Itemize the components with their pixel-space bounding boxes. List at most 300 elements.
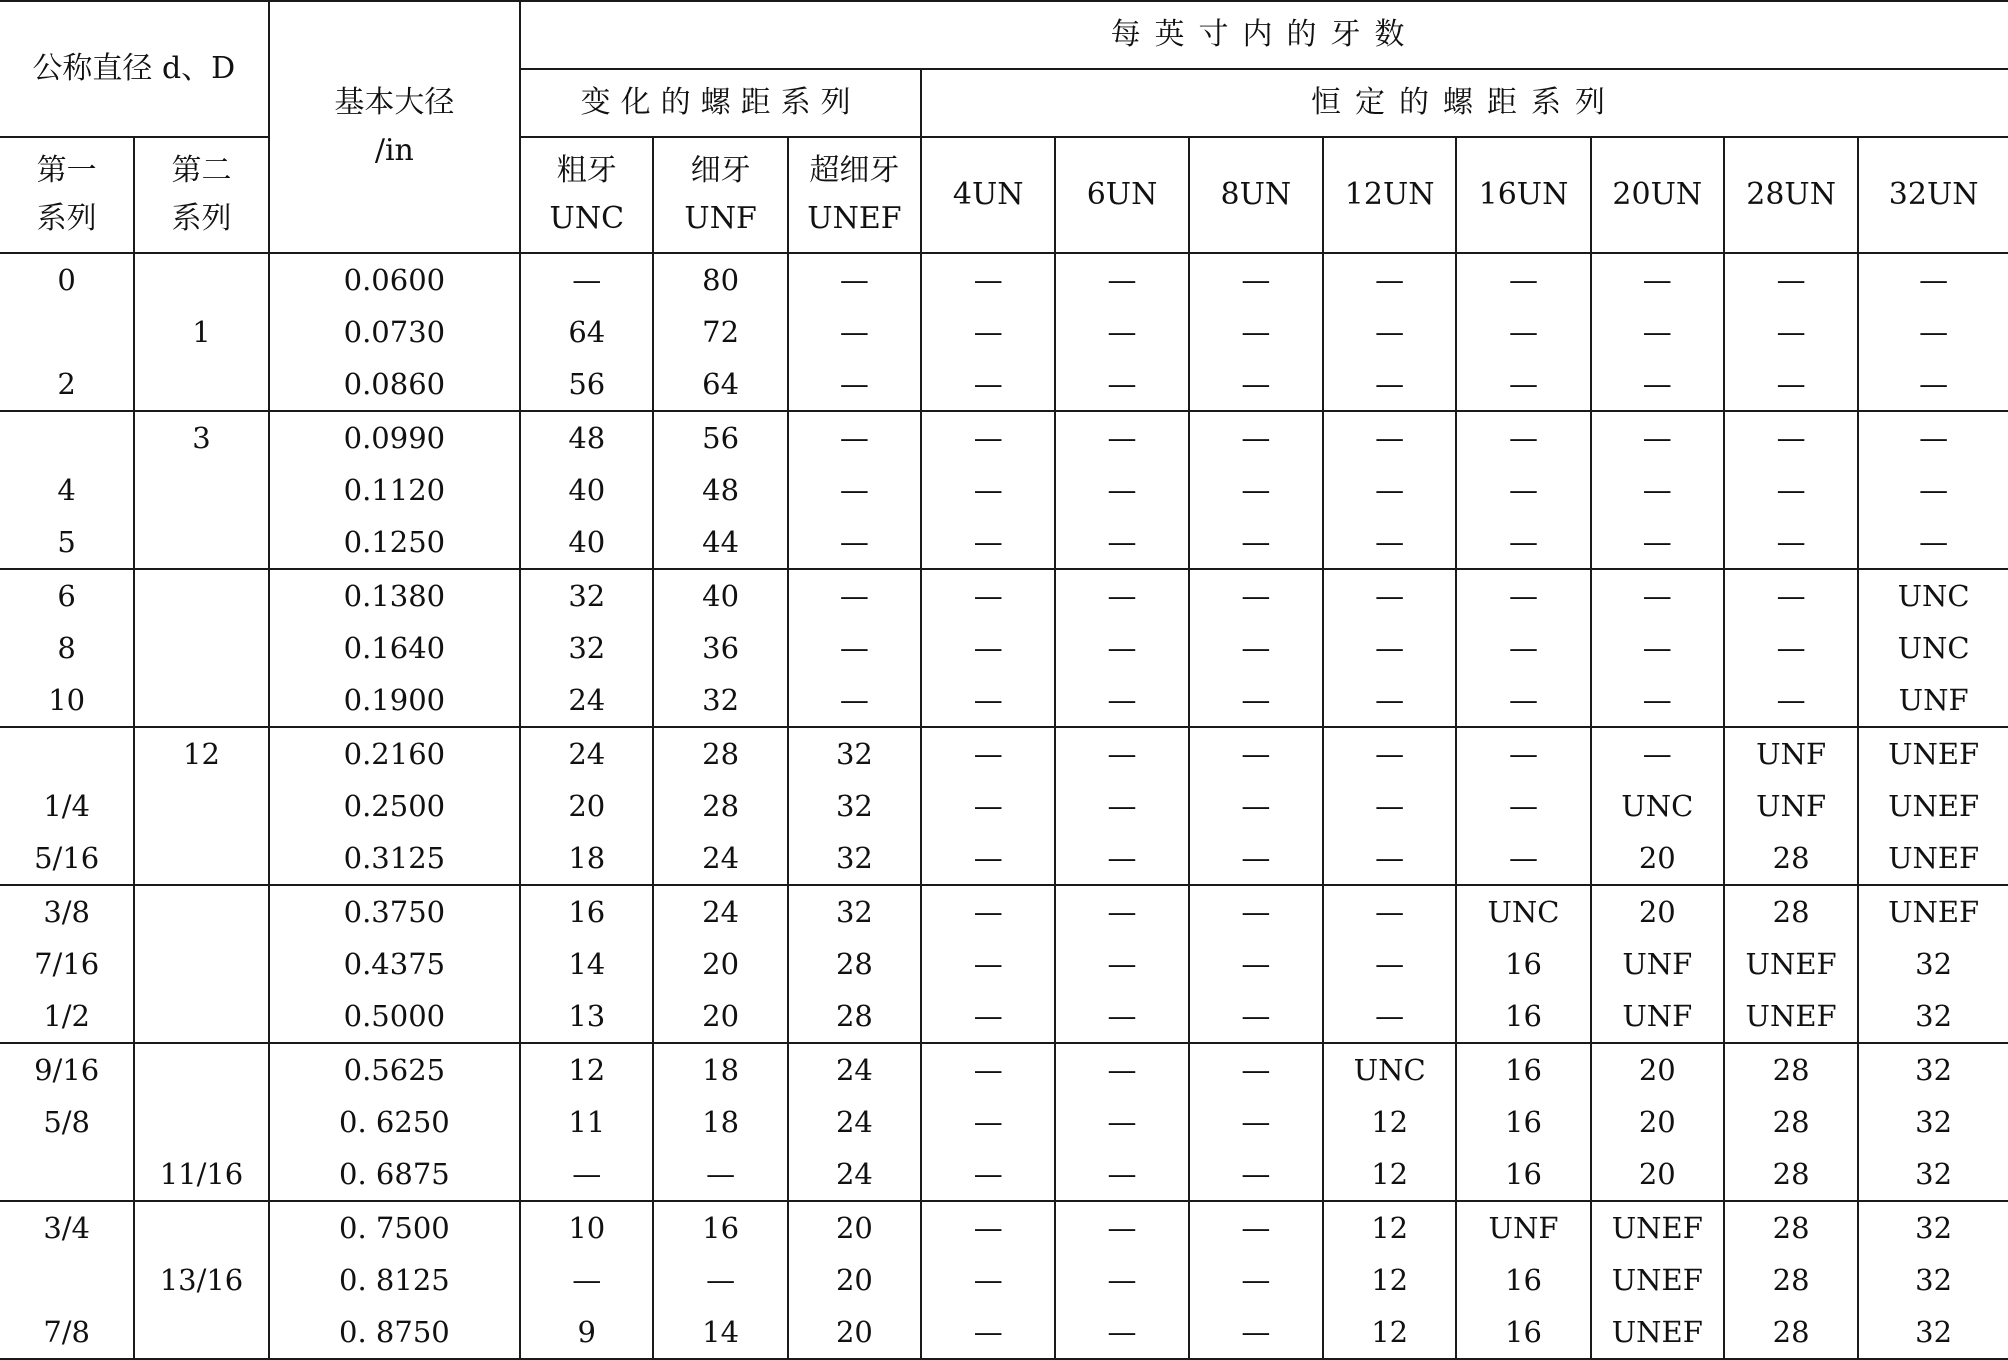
tpi-cell: 28: [1724, 1201, 1858, 1254]
fine-unf-header: 细牙 UNF: [653, 137, 787, 253]
tpi-cell: —: [1323, 885, 1456, 938]
tpi-cell: 24: [788, 1096, 921, 1148]
tpi-cell: 20: [1591, 1043, 1724, 1096]
tpi-cell: —: [921, 1096, 1055, 1148]
tpi-cell: —: [921, 1306, 1055, 1359]
basic-major-diameter-cell: 0.1120: [269, 464, 520, 516]
tpi-cell: 24: [520, 674, 653, 727]
col-32un-header: 32UN: [1858, 137, 2008, 253]
tpi-cell: 14: [653, 1306, 787, 1359]
tpi-cell: —: [1858, 358, 2008, 411]
basic-major-diameter-header: 基本大径 /in: [269, 1, 520, 253]
basic-major-diameter-cell: 0. 8125: [269, 1254, 520, 1306]
series-2-cell: [134, 253, 268, 306]
tpi-cell: —: [1055, 464, 1188, 516]
tpi-cell: 24: [520, 727, 653, 780]
tpi-cell: —: [1189, 1201, 1323, 1254]
tpi-cell: —: [1456, 727, 1590, 780]
series-2-header: 第二 系列: [134, 137, 268, 253]
series-2-cell: [134, 990, 268, 1043]
tpi-cell: —: [1724, 516, 1858, 569]
tpi-cell: —: [1724, 622, 1858, 674]
tpi-cell: —: [1189, 832, 1323, 885]
tpi-cell: —: [1189, 464, 1323, 516]
tpi-cell: —: [1323, 622, 1456, 674]
tpi-cell: —: [1323, 990, 1456, 1043]
tpi-cell: —: [1591, 253, 1724, 306]
tpi-cell: —: [1055, 885, 1188, 938]
tpi-cell: 28: [653, 780, 787, 832]
tpi-cell: —: [1456, 780, 1590, 832]
tpi-cell: —: [788, 516, 921, 569]
tpi-cell: —: [788, 306, 921, 358]
table-row: [0, 1254, 2008, 1306]
tpi-cell: 40: [520, 516, 653, 569]
table-row: [0, 1201, 2008, 1254]
basic-major-diameter-cell: 0.5000: [269, 990, 520, 1043]
table-row: [0, 938, 2008, 990]
tpi-cell: —: [1323, 516, 1456, 569]
tpi-cell: 32: [1858, 990, 2008, 1043]
series-1-header: 第一 系列: [0, 137, 134, 253]
tpi-cell: —: [1456, 306, 1590, 358]
tpi-cell: —: [1456, 622, 1590, 674]
tpi-cell: —: [1189, 306, 1323, 358]
col-16un-header: 16UN: [1456, 137, 1590, 253]
basic-major-diameter-cell: 0.0860: [269, 358, 520, 411]
series-2-cell: [134, 1201, 268, 1254]
series-1-cell: 7/8: [0, 1306, 134, 1359]
tpi-cell: 12: [1323, 1201, 1456, 1254]
series-1-cell: 5: [0, 516, 134, 569]
basic-major-diameter-cell: 0.0990: [269, 411, 520, 464]
tpi-cell: —: [1189, 569, 1323, 622]
tpi-cell: 32: [1858, 1306, 2008, 1359]
table-body: [0, 253, 2008, 1359]
tpi-cell: —: [1456, 464, 1590, 516]
tpi-cell: UNF: [1591, 990, 1724, 1043]
tpi-cell: —: [1323, 464, 1456, 516]
series-1-cell: 3/8: [0, 885, 134, 938]
tpi-cell: —: [1189, 990, 1323, 1043]
tpi-cell: 16: [1456, 1096, 1590, 1148]
tpi-cell: —: [921, 516, 1055, 569]
tpi-cell: 16: [1456, 938, 1590, 990]
tpi-cell: —: [1591, 727, 1724, 780]
tpi-cell: 20: [520, 780, 653, 832]
constant-pitch-header: 恒定的螺距系列: [921, 69, 2008, 137]
tpi-cell: —: [1323, 674, 1456, 727]
basic-major-diameter-cell: 0.1640: [269, 622, 520, 674]
series-1-cell: 1/4: [0, 780, 134, 832]
tpi-cell: —: [921, 622, 1055, 674]
tpi-cell: —: [1055, 622, 1188, 674]
tpi-cell: 32: [1858, 1043, 2008, 1096]
tpi-cell: 28: [1724, 1043, 1858, 1096]
tpi-cell: 48: [653, 464, 787, 516]
tpi-cell: UNF: [1724, 780, 1858, 832]
tpi-cell: 28: [1724, 1096, 1858, 1148]
basic-major-diameter-cell: 0.3750: [269, 885, 520, 938]
tpi-cell: —: [1724, 306, 1858, 358]
basic-major-diameter-cell: 0.1250: [269, 516, 520, 569]
tpi-cell: 18: [653, 1043, 787, 1096]
graded-pitch-header: 变化的螺距系列: [520, 69, 921, 137]
series-1-cell: 2: [0, 358, 134, 411]
tpi-cell: —: [1591, 411, 1724, 464]
tpi-cell: —: [1189, 674, 1323, 727]
tpi-cell: 20: [788, 1306, 921, 1359]
tpi-cell: 16: [1456, 990, 1590, 1043]
series-1-cell: 8: [0, 622, 134, 674]
tpi-cell: —: [921, 727, 1055, 780]
series-1-cell: 1/2: [0, 990, 134, 1043]
tpi-cell: —: [1456, 832, 1590, 885]
tpi-cell: —: [1055, 1201, 1188, 1254]
tpi-cell: —: [1323, 569, 1456, 622]
tpi-cell: 12: [1323, 1096, 1456, 1148]
tpi-cell: —: [1189, 253, 1323, 306]
series-2-cell: [134, 1043, 268, 1096]
tpi-cell: —: [1189, 780, 1323, 832]
col-8un-header: 8UN: [1189, 137, 1323, 253]
tpi-cell: UNF: [1858, 674, 2008, 727]
tpi-cell: 12: [520, 1043, 653, 1096]
tpi-cell: —: [1189, 516, 1323, 569]
tpi-cell: —: [788, 622, 921, 674]
table-row: [0, 832, 2008, 885]
basic-major-diameter-cell: 0.3125: [269, 832, 520, 885]
tpi-cell: UNEF: [1591, 1306, 1724, 1359]
tpi-cell: —: [1055, 1148, 1188, 1201]
tpi-cell: 20: [653, 938, 787, 990]
tpi-cell: 28: [1724, 1306, 1858, 1359]
table-row: [0, 253, 2008, 306]
tpi-cell: —: [1055, 569, 1188, 622]
tpi-cell: —: [921, 358, 1055, 411]
tpi-cell: —: [1858, 516, 2008, 569]
tpi-cell: —: [1724, 674, 1858, 727]
tpi-cell: —: [1456, 569, 1590, 622]
tpi-cell: —: [921, 569, 1055, 622]
tpi-cell: —: [1591, 622, 1724, 674]
tpi-cell: 18: [653, 1096, 787, 1148]
tpi-cell: UNEF: [1858, 727, 2008, 780]
series-1-cell: 7/16: [0, 938, 134, 990]
tpi-cell: —: [1724, 253, 1858, 306]
series-1-cell: 9/16: [0, 1043, 134, 1096]
tpi-cell: UNEF: [1591, 1201, 1724, 1254]
tpi-cell: —: [921, 832, 1055, 885]
tpi-cell: —: [1189, 358, 1323, 411]
tpi-cell: 64: [520, 306, 653, 358]
tpi-cell: —: [1591, 674, 1724, 727]
series-2-cell: [134, 622, 268, 674]
tpi-cell: —: [1323, 306, 1456, 358]
series-2-cell: 11/16: [134, 1148, 268, 1201]
tpi-cell: —: [1858, 306, 2008, 358]
tpi-cell: 20: [788, 1254, 921, 1306]
tpi-cell: 32: [1858, 1096, 2008, 1148]
table-row: [0, 464, 2008, 516]
tpi-cell: —: [788, 464, 921, 516]
tpi-cell: 32: [788, 832, 921, 885]
table-row: [0, 1096, 2008, 1148]
table-row: [0, 1043, 2008, 1096]
tpi-cell: —: [1189, 622, 1323, 674]
tpi-cell: —: [1456, 358, 1590, 411]
series-2-cell: [134, 1096, 268, 1148]
tpi-cell: —: [1189, 1043, 1323, 1096]
tpi-cell: —: [921, 464, 1055, 516]
table-row: [0, 569, 2008, 622]
tpi-cell: —: [921, 1201, 1055, 1254]
tpi-cell: —: [520, 1254, 653, 1306]
table-row: [0, 990, 2008, 1043]
tpi-cell: UNEF: [1724, 938, 1858, 990]
series-1-cell: 5/16: [0, 832, 134, 885]
tpi-cell: 72: [653, 306, 787, 358]
series-1-cell: [0, 1148, 134, 1201]
tpi-cell: —: [1323, 411, 1456, 464]
tpi-cell: UNC: [1591, 780, 1724, 832]
tpi-cell: 16: [520, 885, 653, 938]
tpi-cell: —: [1456, 253, 1590, 306]
tpi-cell: 12: [1323, 1254, 1456, 1306]
tpi-cell: —: [1189, 1306, 1323, 1359]
tpi-cell: —: [1591, 516, 1724, 569]
col-4un-header: 4UN: [921, 137, 1055, 253]
tpi-cell: —: [921, 411, 1055, 464]
tpi-cell: 11: [520, 1096, 653, 1148]
tpi-cell: 24: [788, 1148, 921, 1201]
tpi-cell: UNEF: [1858, 832, 2008, 885]
col-28un-header: 28UN: [1724, 137, 1858, 253]
series-2-cell: 1: [134, 306, 268, 358]
tpi-cell: 24: [653, 832, 787, 885]
table-row: [0, 727, 2008, 780]
tpi-cell: —: [921, 780, 1055, 832]
tpi-cell: 28: [788, 990, 921, 1043]
tpi-cell: 32: [1858, 1254, 2008, 1306]
tpi-cell: —: [520, 1148, 653, 1201]
table-row: [0, 674, 2008, 727]
tpi-cell: —: [921, 1254, 1055, 1306]
tpi-cell: 20: [788, 1201, 921, 1254]
table-row: [0, 411, 2008, 464]
tpi-cell: —: [1055, 1043, 1188, 1096]
tpi-cell: —: [1055, 306, 1188, 358]
tpi-cell: —: [1189, 1096, 1323, 1148]
basic-major-diameter-cell: 0.5625: [269, 1043, 520, 1096]
tpi-cell: —: [1055, 516, 1188, 569]
tpi-cell: —: [1189, 727, 1323, 780]
tpi-cell: —: [520, 253, 653, 306]
tpi-cell: 36: [653, 622, 787, 674]
series-2-cell: [134, 938, 268, 990]
series-1-cell: 3/4: [0, 1201, 134, 1254]
series-1-cell: 5/8: [0, 1096, 134, 1148]
tpi-cell: —: [1055, 938, 1188, 990]
tpi-cell: UNF: [1724, 727, 1858, 780]
tpi-cell: —: [788, 358, 921, 411]
tpi-cell: 20: [1591, 1148, 1724, 1201]
tpi-cell: —: [1724, 569, 1858, 622]
basic-major-diameter-cell: 0. 8750: [269, 1306, 520, 1359]
tpi-cell: —: [1858, 464, 2008, 516]
tpi-cell: —: [788, 253, 921, 306]
tpi-cell: —: [1055, 411, 1188, 464]
tpi-cell: UNF: [1591, 938, 1724, 990]
tpi-cell: —: [788, 411, 921, 464]
tpi-cell: —: [1323, 727, 1456, 780]
extra-fine-unef-header: 超细牙 UNEF: [788, 137, 921, 253]
tpi-cell: —: [1055, 990, 1188, 1043]
tpi-cell: 12: [1323, 1306, 1456, 1359]
tpi-cell: —: [1323, 780, 1456, 832]
series-2-cell: 12: [134, 727, 268, 780]
series-2-cell: [134, 885, 268, 938]
tpi-cell: —: [1456, 411, 1590, 464]
tpi-cell: 32: [653, 674, 787, 727]
tpi-cell: 16: [1456, 1254, 1590, 1306]
series-1-cell: 10: [0, 674, 134, 727]
tpi-cell: —: [1323, 253, 1456, 306]
tpi-cell: UNEF: [1724, 990, 1858, 1043]
series-2-cell: 3: [134, 411, 268, 464]
tpi-cell: —: [921, 938, 1055, 990]
tpi-cell: —: [1591, 358, 1724, 411]
basic-major-diameter-cell: 0. 7500: [269, 1201, 520, 1254]
table-row: [0, 358, 2008, 411]
tpi-cell: —: [1858, 411, 2008, 464]
basic-major-diameter-cell: 0. 6875: [269, 1148, 520, 1201]
tpi-cell: —: [921, 253, 1055, 306]
series-1-cell: 6: [0, 569, 134, 622]
table-row: [0, 516, 2008, 569]
tpi-cell: 80: [653, 253, 787, 306]
series-1-cell: [0, 1254, 134, 1306]
tpi-cell: 13: [520, 990, 653, 1043]
tpi-cell: UNEF: [1591, 1254, 1724, 1306]
tpi-cell: 32: [520, 622, 653, 674]
series-2-cell: [134, 464, 268, 516]
tpi-cell: —: [921, 885, 1055, 938]
table-row: [0, 1306, 2008, 1359]
tpi-cell: —: [1591, 306, 1724, 358]
series-2-cell: [134, 780, 268, 832]
tpi-cell: —: [1189, 1254, 1323, 1306]
coarse-unc-header: 粗牙 UNC: [520, 137, 653, 253]
tpi-cell: 28: [1724, 885, 1858, 938]
tpi-cell: —: [1055, 1254, 1188, 1306]
tpi-cell: 28: [653, 727, 787, 780]
tpi-cell: 20: [1591, 832, 1724, 885]
col-20un-header: 20UN: [1591, 137, 1724, 253]
tpi-cell: —: [1724, 411, 1858, 464]
tpi-cell: 20: [653, 990, 787, 1043]
tpi-cell: 28: [1724, 1254, 1858, 1306]
tpi-cell: UNC: [1858, 569, 2008, 622]
series-1-cell: [0, 306, 134, 358]
tpi-cell: —: [1189, 938, 1323, 990]
tpi-cell: —: [1456, 674, 1590, 727]
tpi-cell: —: [1055, 780, 1188, 832]
series-1-cell: 4: [0, 464, 134, 516]
tpi-cell: 24: [653, 885, 787, 938]
tpi-cell: 20: [1591, 1096, 1724, 1148]
series-2-cell: [134, 832, 268, 885]
tpi-cell: 18: [520, 832, 653, 885]
tpi-cell: UNEF: [1858, 885, 2008, 938]
tpi-cell: 40: [520, 464, 653, 516]
basic-major-diameter-cell: 0.4375: [269, 938, 520, 990]
tpi-cell: —: [1055, 832, 1188, 885]
tpi-cell: —: [1323, 358, 1456, 411]
tpi-cell: —: [921, 306, 1055, 358]
tpi-cell: —: [1323, 832, 1456, 885]
table-row: [0, 622, 2008, 674]
series-1-cell: [0, 411, 134, 464]
tpi-cell: UNF: [1456, 1201, 1590, 1254]
series-2-cell: [134, 358, 268, 411]
series-2-cell: [134, 569, 268, 622]
tpi-cell: —: [653, 1148, 787, 1201]
tpi-cell: UNC: [1323, 1043, 1456, 1096]
nominal-diameter-header: 公称直径 d、D: [0, 1, 269, 137]
table-header: [0, 1, 2008, 253]
table-row: [0, 885, 2008, 938]
tpi-cell: 16: [1456, 1148, 1590, 1201]
tpi-cell: —: [653, 1254, 787, 1306]
tpi-cell: 44: [653, 516, 787, 569]
tpi-cell: —: [1189, 885, 1323, 938]
tpi-cell: UNEF: [1858, 780, 2008, 832]
tpi-cell: UNC: [1456, 885, 1590, 938]
series-2-cell: [134, 516, 268, 569]
tpi-header: 每英寸内的牙数: [520, 1, 2008, 69]
table-row: [0, 780, 2008, 832]
basic-major-diameter-cell: 0.0730: [269, 306, 520, 358]
tpi-cell: 48: [520, 411, 653, 464]
tpi-cell: —: [1724, 464, 1858, 516]
tpi-cell: 32: [1858, 1148, 2008, 1201]
tpi-cell: 32: [520, 569, 653, 622]
tpi-cell: 56: [653, 411, 787, 464]
tpi-cell: 28: [1724, 832, 1858, 885]
series-1-cell: 0: [0, 253, 134, 306]
tpi-cell: —: [1858, 253, 2008, 306]
basic-major-diameter-cell: 0. 6250: [269, 1096, 520, 1148]
table-row: [0, 306, 2008, 358]
series-2-cell: 13/16: [134, 1254, 268, 1306]
tpi-cell: 28: [1724, 1148, 1858, 1201]
tpi-cell: —: [1591, 569, 1724, 622]
tpi-cell: 56: [520, 358, 653, 411]
tpi-cell: 32: [1858, 938, 2008, 990]
tpi-cell: —: [788, 674, 921, 727]
col-6un-header: 6UN: [1055, 137, 1188, 253]
tpi-cell: —: [921, 1148, 1055, 1201]
tpi-cell: —: [1323, 938, 1456, 990]
tpi-cell: —: [1055, 727, 1188, 780]
tpi-cell: 16: [1456, 1306, 1590, 1359]
basic-major-diameter-cell: 0.1380: [269, 569, 520, 622]
tpi-cell: —: [1189, 411, 1323, 464]
tpi-cell: —: [1591, 464, 1724, 516]
tpi-cell: 16: [653, 1201, 787, 1254]
basic-major-diameter-cell: 0.0600: [269, 253, 520, 306]
